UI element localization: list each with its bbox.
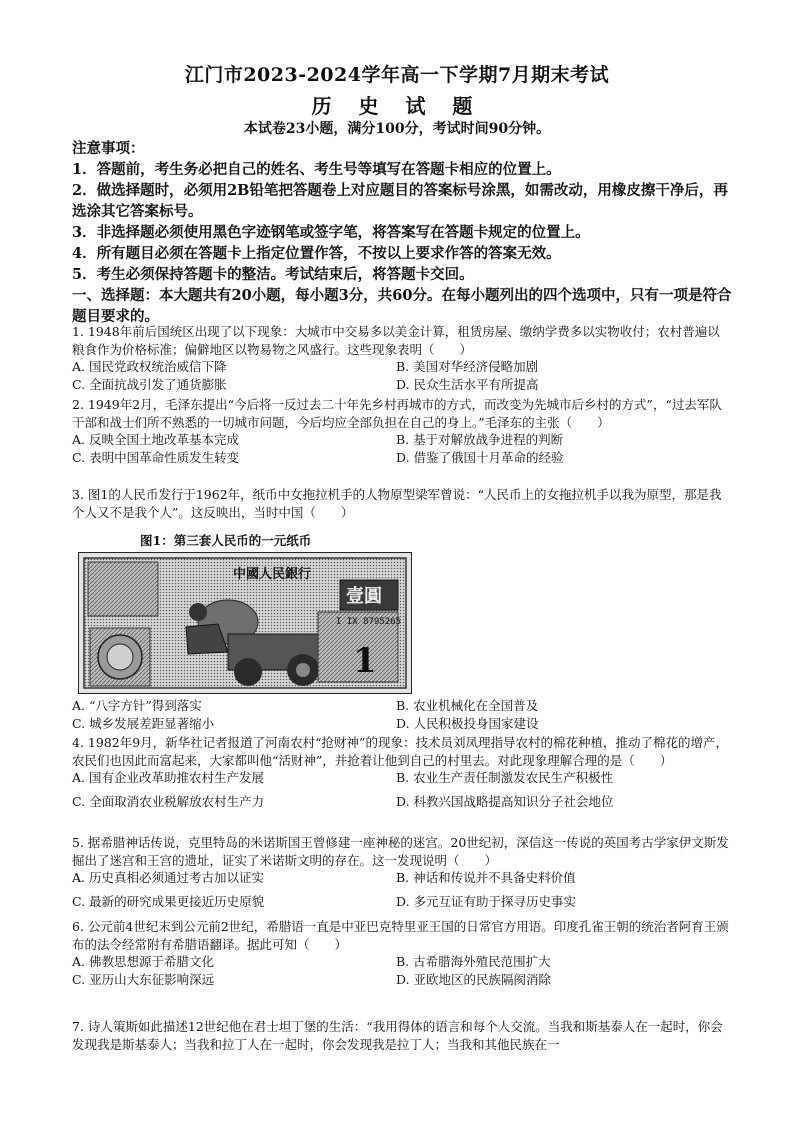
option-a: A. 国有企业改革助推农村生产发展 [72, 770, 264, 785]
question-stem: 4. 1982年9月，新华社记者报道了河南农村“抢财神”的现象：技术员刘凤理指导农村的棉花种植，推动了棉花的增产，农民们也因此而富起来，大家都叫他“活财神”，并抢着让他到自己的村里去。对此现象理解合理的是（ ） [72, 735, 728, 768]
banknote-image [78, 552, 412, 694]
figure-caption: 图1：第三套人民币的一元纸币 [140, 533, 312, 548]
option-c: C. 全面抗战引发了通货膨胀 [72, 376, 227, 392]
option-a: A. 国民党政权统治威信下降 [72, 359, 227, 374]
banknote-denomination: 壹圓 [346, 586, 382, 607]
question-options [72, 869, 732, 910]
option-b: B. 古希腊海外殖民范围扩大 [396, 954, 551, 969]
option-c: C. 最新的研究成果更接近历史原貌 [72, 893, 265, 909]
option-a: A. “八字方针”得到落实 [72, 698, 202, 713]
question-1 [72, 323, 732, 393]
option-d: D. 民众生活水平有所提高 [396, 376, 539, 392]
exam-title: 江门市2023-2024学年高一下学期7月期末考试 [184, 64, 610, 86]
note-item: 4．所有题目必须在答题卡上指定位置作答，不按以上要求作答的答案无效。 [72, 245, 561, 262]
note-item: 1．答题前，考生务必把自己的姓名、考生号等填写在答题卡相应的位置上。 [72, 161, 561, 178]
banknote-bank-name: 中國人民銀行 [233, 567, 312, 582]
question-3-options [72, 697, 732, 732]
section-heading: 一、选择题：本大题共有20小题，每小题3分，共60分。在每小题列出的四个选项中，只有一项是符合题目要求的。 [72, 287, 732, 325]
option-d: D. 借鉴了俄国十月革命的经验 [396, 449, 564, 465]
question-stem: 2. 1949年2月，毛泽东提出“今后将一反过去二十年先乡村再城市的方式，而改变为先城市后乡村的方式”，“过去军队干部和战士们所不熟悉的一切城市问题，今后均应全部负担在自己的身上。”毛泽东的主张（ ） [72, 397, 722, 430]
question-options [72, 358, 732, 393]
question-7 [72, 1018, 732, 1053]
option-a: A. 佛教思想源于希腊文化 [72, 954, 214, 969]
question-stem: 5. 据希腊神话传说，克里特岛的米诺斯国王曾修建一座神秘的迷宫。20世纪初，深信这一传说的英国考古学家伊文斯发掘出了迷宫和王宫的遗址，证实了米诺斯文明的存在。这一发现说明（ ） [72, 835, 729, 868]
question-options [72, 431, 732, 466]
question-2 [72, 396, 732, 466]
notes-block [72, 138, 732, 327]
option-c: C. 表明中国革命性质发生转变 [72, 449, 240, 465]
option-b: B. 基于对解放战争进程的判断 [396, 432, 564, 447]
option-d: D. 人民积极投身国家建设 [396, 715, 539, 731]
option-c: C. 亚历山大东征影响深远 [72, 971, 215, 987]
option-b: B. 美国对华经济侵略加剧 [396, 359, 539, 374]
question-5 [72, 834, 732, 910]
question-3 [72, 486, 732, 521]
option-c: C. 城乡发展差距显著缩小 [72, 715, 215, 731]
option-b: B. 神话和传说并不具备史料价值 [396, 870, 576, 885]
note-item: 5．考生必须保持答题卡的整洁。考试结束后，将答题卡交回。 [72, 266, 474, 283]
option-b: B. 农业机械化在全国普及 [396, 698, 539, 713]
option-b: B. 农业生产责任制激发农民生产积极性 [396, 770, 614, 785]
subject-title: 历 史 试 题 [311, 94, 483, 118]
question-stem: 6. 公元前4世纪末到公元前2世纪，希腊语一直是中亚巴克特里亚王国的日常官方用语。印度孔雀王朝的统治者阿育王颁布的法令经常附有希腊语翻译。据此可知（ ） [72, 919, 729, 952]
option-a: A. 反映全国土地改革基本完成 [72, 432, 239, 447]
option-c: C. 全面取消农业税解放农村生产力 [72, 793, 265, 809]
option-d: D. 科教兴国战略提高知识分子社会地位 [396, 793, 614, 809]
question-6 [72, 918, 732, 988]
note-item: 3．非选择题必须使用黑色字迹钢笔或签字笔，将答案写在答题卡规定的位置上。 [72, 224, 590, 241]
option-d: D. 亚欧地区的民族隔阂消除 [396, 971, 552, 987]
question-stem: 7. 诗人策斯如此描述12世纪他在君士坦丁堡的生活：“我用得体的语言和每个人交流。当我和斯基泰人在一起时，你会发现我是斯基泰人；当我和拉丁人在一起时，你会发现我是拉丁人；当我和其他民族在一 [72, 1019, 723, 1052]
question-4 [72, 734, 732, 810]
note-item: 2．做选择题时，必须用2B铅笔把答题卷上对应题目的答案标号涂黑，如需改动，用橡皮擦干净后，再选涂其它答案标号。 [72, 182, 728, 220]
exam-info: 本试卷23小题，满分100分，考试时间90分钟。 [243, 121, 551, 137]
question-stem: 1. 1948年前后国统区出现了以下现象：大城市中交易多以美金计算，租赁房屋、缴纳学费多以实物收付；农村普遍以粮食作为价格标准；偏僻地区以物易物之风盛行。这些现象表明（ ） [72, 324, 720, 357]
banknote-numeral: 1 [353, 641, 377, 681]
option-a: A. 历史真相必须通过考古加以证实 [72, 870, 264, 885]
question-options [72, 697, 732, 732]
banknote-serial: I IX 8795265 [336, 617, 402, 627]
question-options [72, 953, 732, 988]
question-options [72, 769, 732, 810]
question-stem: 3. 图1的人民币发行于1962年，纸币中女拖拉机手的人物原型梁军曾说：“人民币上的女拖拉机手以我为原型，那是我个人又不是我个人”。这反映出，当时中国（ ） [72, 487, 722, 520]
notes-heading: 注意事项： [72, 140, 145, 157]
option-d: D. 多元互证有助于探寻历史事实 [396, 893, 577, 909]
